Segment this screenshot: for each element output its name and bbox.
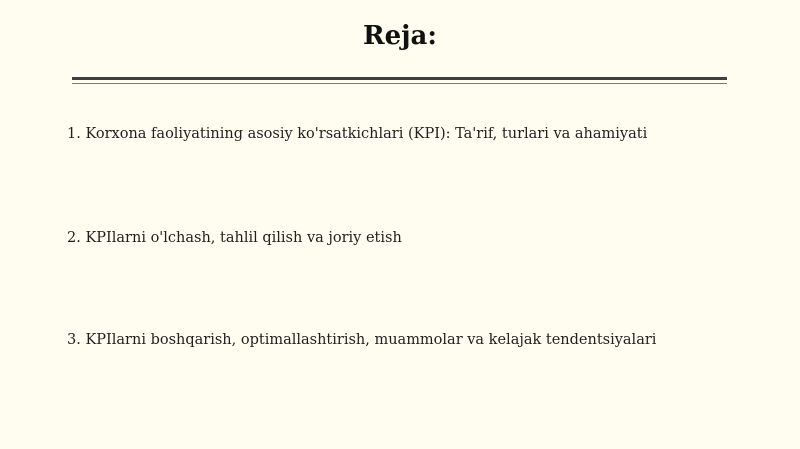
plan-item-3 xyxy=(67,330,656,350)
plan-item-2 xyxy=(67,228,402,248)
plan-item-3-number: 3. xyxy=(67,332,81,348)
title-divider xyxy=(72,77,727,86)
divider-thin-line xyxy=(72,83,727,84)
plan-item-2-text: KPIlarni o'lchash, tahlil qilish va joriy etish xyxy=(85,230,402,246)
divider-thick-line xyxy=(72,77,727,80)
plan-item-3-text: KPIlarni boshqarish, optimallashtirish, muammolar va kelajak tendentsiyalari xyxy=(85,332,657,348)
plan-item-1 xyxy=(67,124,647,144)
slide-title: Reja: xyxy=(362,21,437,51)
plan-item-1-number: 1. xyxy=(67,126,81,142)
plan-item-2-number: 2. xyxy=(67,230,81,246)
plan-item-1-text: Korxona faoliyatining asosiy ko'rsatkichlari (KPI): Ta'rif, turlari va ahamiyati xyxy=(85,126,648,142)
